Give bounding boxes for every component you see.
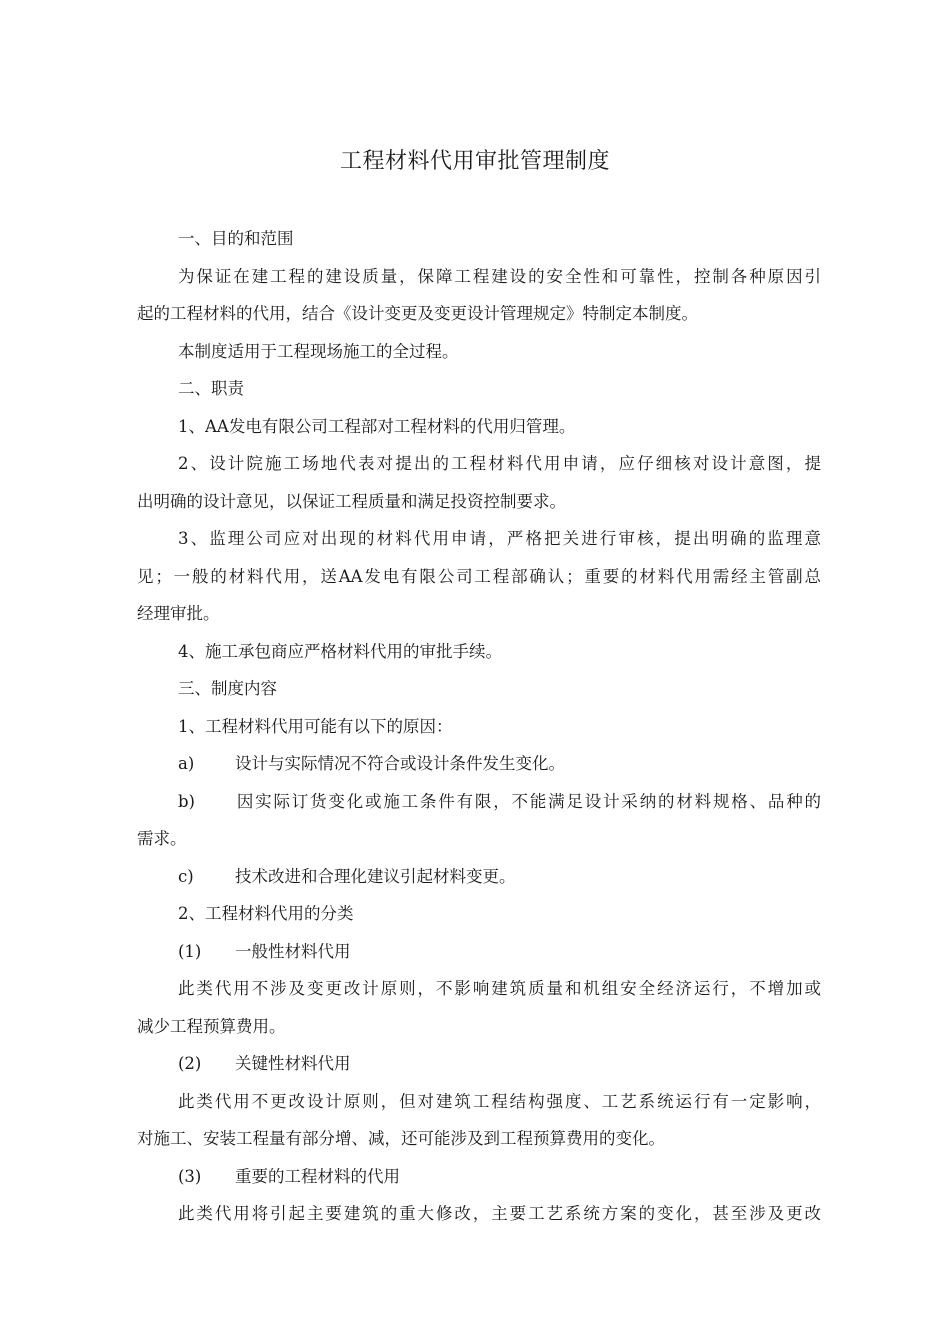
paragraph-line: 需求。 bbox=[137, 829, 187, 848]
content-item: 1、工程材料代用可能有以下的原因： bbox=[178, 716, 453, 736]
list-marker: b) bbox=[178, 791, 195, 811]
list-item bbox=[137, 858, 821, 896]
list-text: 一般性材料代用 bbox=[235, 941, 351, 961]
paragraph-line: 见；一般的材料代用，送AA发电有限公司工程部确认；重要的材料代用需经主管副总 bbox=[137, 566, 821, 586]
paragraph-line: 此类代用不涉及变更改计原则，不影响建筑质量和机组安全经济运行，不增加或 bbox=[178, 979, 821, 998]
duty-item: 3、监理公司应对出现的材料代用申请，严格把关进行审核，提出明确的监理意 bbox=[178, 529, 821, 548]
duty-item: 4、施工承包商应严格材料代用的审批手续。 bbox=[178, 641, 502, 661]
list-item bbox=[137, 783, 821, 821]
section-heading-purpose: 一、目的和范围 bbox=[178, 229, 294, 248]
document-body bbox=[137, 220, 821, 1233]
paragraph-line: 本制度适用于工程现场施工的全过程。 bbox=[178, 341, 459, 361]
paragraph-line: 对施工、安装工程量有部分增、减，还可能涉及到工程预算费用的变化。 bbox=[137, 1129, 665, 1148]
list-marker: a) bbox=[178, 754, 195, 773]
list-text: 因实际订货变化或施工条件有限，不能满足设计采纳的材料规格、品种的 bbox=[235, 791, 821, 811]
duty-item: 2、设计院施工场地代表对提出的工程材料代用申请，应仔细核对设计意图，提 bbox=[178, 454, 821, 473]
list-item bbox=[137, 933, 821, 971]
list-text: 设计与实际情况不符合或设计条件发生变化。 bbox=[235, 754, 565, 773]
section-heading-duties: 二、职责 bbox=[178, 379, 244, 398]
list-marker: (2) bbox=[178, 1054, 202, 1073]
section-heading-content: 三、制度内容 bbox=[178, 679, 277, 698]
paragraph-line: 此类代用不更改设计原则，但对建筑工程结构强度、工艺系统运行有一定影响， bbox=[178, 1091, 821, 1111]
duty-item: 1、AA发电有限公司工程部对工程材料的代用归管理。 bbox=[178, 416, 576, 436]
content-item: 2、工程材料代用的分类 bbox=[178, 904, 354, 923]
list-text: 重要的工程材料的代用 bbox=[235, 1166, 400, 1186]
list-item bbox=[137, 1045, 821, 1083]
list-text: 关键性材料代用 bbox=[235, 1054, 351, 1073]
document-title: 工程材料代用审批管理制度 bbox=[339, 149, 610, 174]
paragraph-line: 经理审批。 bbox=[137, 604, 220, 623]
list-item bbox=[137, 1158, 821, 1196]
paragraph-line: 减少工程预算费用。 bbox=[137, 1016, 286, 1036]
paragraph-line: 此类代用将引起主要建筑的重大修改，主要工艺系统方案的变化，甚至涉及更改 bbox=[178, 1204, 821, 1223]
paragraph-line: 起的工程材料的代用，结合《设计变更及变更设计管理规定》特制定本制度。 bbox=[137, 304, 698, 323]
paragraph-line: 出明确的设计意见，以保证工程质量和满足投资控制要求。 bbox=[137, 491, 566, 511]
list-marker: (3) bbox=[178, 1166, 202, 1186]
list-marker: (1) bbox=[178, 941, 202, 961]
list-text: 技术改进和合理化建议引起材料变更。 bbox=[235, 866, 516, 886]
paragraph-line: 为保证在建工程的建设质量，保障工程建设的安全性和可靠性，控制各种原因引 bbox=[178, 266, 821, 286]
list-marker: c) bbox=[178, 866, 194, 886]
list-item bbox=[137, 745, 821, 783]
